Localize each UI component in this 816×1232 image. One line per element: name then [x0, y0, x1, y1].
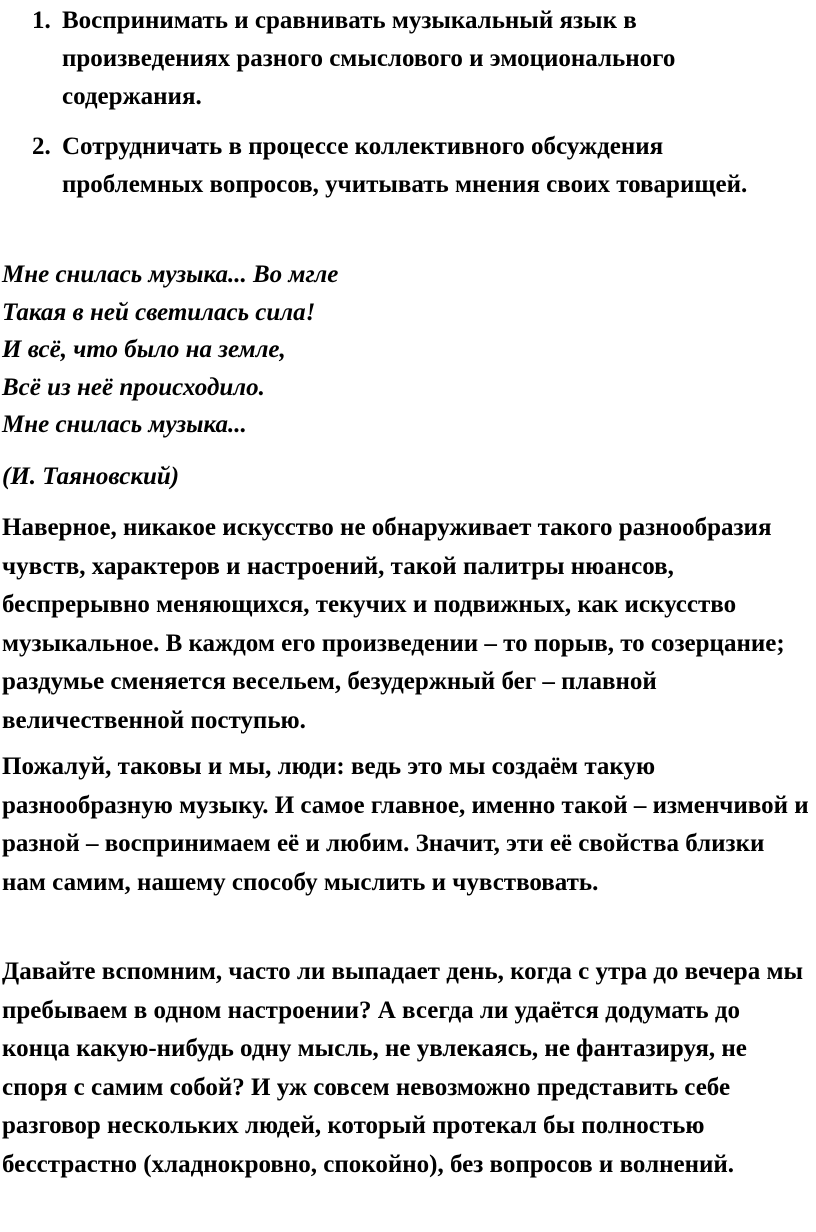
goal-item [0, 128, 800, 204]
paragraph: Наверное, никакое искусство не обнаруживает такого разнообразия чувств, характеров и настроений, такой палитры нюансов, беспрерывно меняющихся, текучих и подвижных, как искусство музыкальное. В каждом его произведении – то порыв, то созерцание; раздумье сменяется весельем, безудержный бег – плавной величественной поступью. [2, 514, 785, 734]
poem-author: (И. Таяновский) [2, 463, 180, 490]
poem-line: Всё из неё происходило. [2, 373, 265, 401]
goal-text: Воспринимать и сравнивать музыкальный язык в произведениях разного смыслового и эмоционального содержания. [62, 7, 676, 110]
poem-epigraph [2, 256, 802, 444]
goal-text: Сотрудничать в процессе коллективного обсуждения проблемных вопросов, учитывать мнения своих товарищей. [62, 133, 748, 198]
poem-line: Такая в ней светилась сила! [2, 298, 316, 326]
poem-line: И всё, что было на земле, [2, 336, 286, 363]
poem-line: Мне снилась музыка... Во мгле [2, 261, 339, 288]
goals-list [0, 2, 800, 216]
paragraph: Пожалуй, таковы и мы, люди: ведь это мы создаём такую разнообразную музыку. И самое главное, именно такой – изменчивой и разной – воспринимаем её и любим. Значит, эти её свойства близки нам самим, нашему способу мыслить и чувствовать. [2, 753, 809, 896]
goal-number: 1. [32, 7, 51, 34]
goal-number: 2. [32, 133, 51, 160]
poem-line: Мне снилась музыка... [2, 411, 247, 438]
goal-item [0, 2, 800, 116]
paragraph: Давайте вспомним, часто ли выпадает день, когда с утра до вечера мы пребываем в одном настроении? А всегда ли удаётся додумать до конца какую-нибудь одну мысль, не увлекаясь, не фантазируя, не споря с самим собой? И уж совсем невозможно представить себе разговор нескольких людей, который протекал бы полностью бесстрастно (хладнокровно, спокойно), без вопросов и волнений. [2, 958, 804, 1178]
